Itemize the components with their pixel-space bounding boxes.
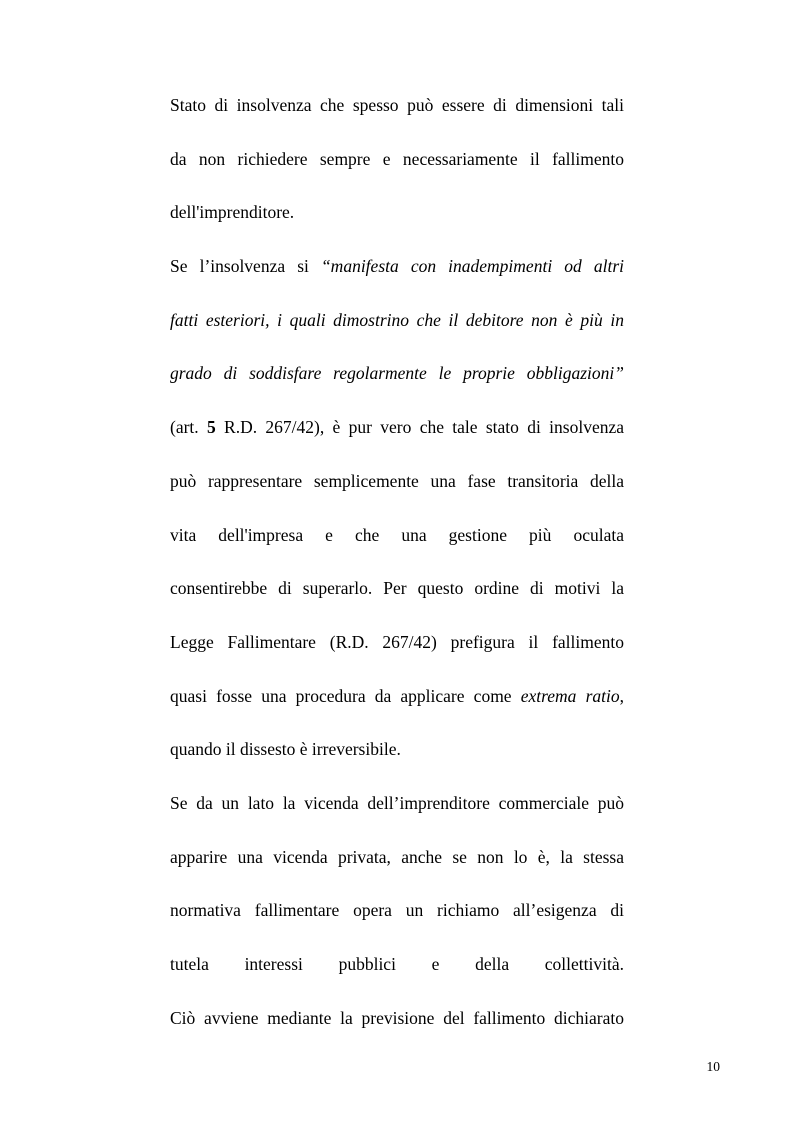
text-segment: Ciò avviene mediante la previsione del fallimento dichiarato — [170, 1007, 624, 1028]
text-line — [170, 509, 624, 563]
text-segment: tutela interessi pubblici e della collettività. — [170, 954, 624, 974]
text-line — [170, 133, 624, 187]
text-segment: normativa fallimentare opera un richiamo all’esigenza di — [170, 900, 624, 921]
text-segment: quando il dissesto è irreversibile. — [170, 739, 401, 760]
text-segment: Legge Fallimentare (R.D. 267/42) prefigura il fallimento — [170, 631, 624, 652]
text-line — [170, 831, 624, 885]
text-segment: 5 — [206, 417, 216, 438]
text-segment: da non richiedere sempre e necessariamente il fallimento — [170, 148, 624, 169]
text-line — [170, 723, 624, 777]
text-segment: Se da un lato la vicenda dell’imprenditore commerciale può — [170, 792, 624, 813]
text-segment: dell'imprenditore. — [170, 202, 295, 223]
text-line — [170, 670, 624, 724]
text-line — [170, 938, 624, 992]
text-segment: R.D. 267/42), è pur vero che tale stato di insolvenza — [215, 417, 624, 438]
text-segment: può rappresentare semplicemente una fase transitoria della — [170, 470, 624, 491]
text-line — [170, 401, 624, 455]
text-line — [170, 992, 624, 1046]
text-segment: grado di soddisfare regolarmente le proprie obbligazioni” — [170, 363, 624, 384]
text-line — [170, 562, 624, 616]
text-segment: apparire una vicenda privata, anche se non lo è, la stessa — [170, 846, 624, 867]
text-line — [170, 616, 624, 670]
text-line — [170, 240, 624, 294]
text-line — [170, 186, 624, 240]
text-segment: , — [619, 685, 624, 706]
text-segment: (art. — [170, 417, 207, 438]
text-segment: Se l’insolvenza si — [170, 256, 321, 277]
text-segment: consentirebbe di superarlo. Per questo ordine di motivi la — [170, 578, 624, 599]
text-line — [170, 455, 624, 509]
text-segment: vita dell'impresa e che una gestione più oculata — [170, 524, 624, 545]
text-line — [170, 79, 624, 133]
page-number: 10 — [706, 1059, 720, 1074]
text-line — [170, 777, 624, 831]
text-segment: quasi fosse una procedura da applicare come — [170, 685, 521, 706]
text-segment: fatti esteriori, i quali dimostrino che il debitore non è più in — [170, 309, 624, 330]
text-segment: extrema ratio — [520, 685, 620, 706]
text-line — [170, 347, 624, 401]
text-segment: Stato di insolvenza che spesso può essere di dimensioni tali — [170, 95, 624, 115]
text-segment: “manifesta con inadempimenti od altri — [320, 256, 624, 277]
body-text — [170, 79, 624, 1045]
text-line — [170, 884, 624, 938]
text-line — [170, 294, 624, 348]
